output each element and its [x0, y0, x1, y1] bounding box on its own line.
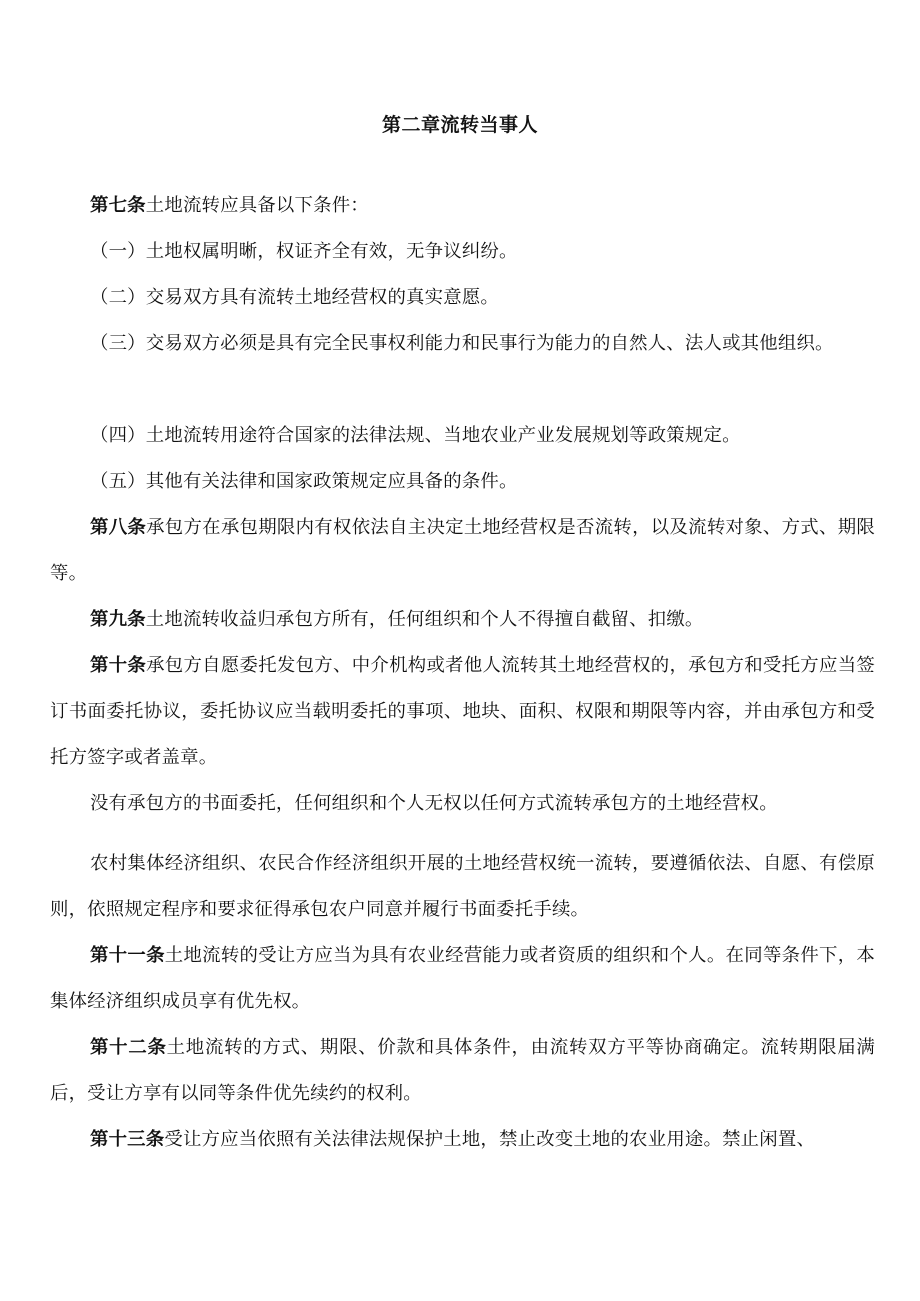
article-label: 第十条: [90, 655, 147, 676]
article-text: 承包方在承包期限内有权依法自主决定土地经营权是否流转，以及流转对象、方式、期限等。: [50, 517, 875, 584]
condition-3-paragraph: [50, 321, 875, 367]
condition-4-paragraph: [50, 413, 875, 459]
article-label: 第七条: [90, 195, 146, 216]
article-9-paragraph: [50, 597, 875, 643]
condition-text: （四）土地流转用途符合国家的法律法规、当地农业产业发展规划等政策规定。: [90, 425, 741, 446]
condition-1-paragraph: [50, 229, 875, 275]
article-11-paragraph: [50, 933, 875, 1025]
article-text: 承包方自愿委托发包方、中介机构或者他人流转其土地经营权的，承包方和受托方应当签订书面委托协议，委托协议应当载明委托的事项、地块、面积、权限和期限等内容，并由承包方和受托方签字或者盖章。: [50, 655, 875, 768]
condition-5-paragraph: [50, 459, 875, 505]
article-10-collective-paragraph: [50, 841, 875, 933]
article-7-paragraph: [50, 183, 875, 229]
condition-text: （二）交易双方具有流转土地经营权的真实意愿。: [90, 287, 499, 308]
condition-2-paragraph: [50, 275, 875, 321]
article-text: 农村集体经济组织、农民合作经济组织开展的土地经营权统一流转，要遵循依法、自愿、有偿原则，依照规定程序和要求征得承包农户同意并履行书面委托手续。: [50, 853, 875, 920]
article-12-paragraph: [50, 1025, 875, 1117]
condition-text: （五）其他有关法律和国家政策规定应具备的条件。: [90, 471, 518, 492]
article-text: 土地流转的受让方应当为具有农业经营能力或者资质的组织和个人。在同等条件下，本集体经济组织成员享有优先权。: [50, 945, 875, 1012]
article-13-paragraph: [50, 1117, 875, 1163]
article-label: 第十三条: [90, 1129, 165, 1150]
article-label: 第九条: [90, 609, 146, 630]
article-text: 没有承包方的书面委托，任何组织和个人无权以任何方式流转承包方的土地经营权。: [90, 793, 778, 814]
article-label: 第八条: [90, 517, 147, 538]
article-text: 受让方应当依照有关法律法规保护土地，禁止改变土地的农业用途。禁止闲置、: [164, 1129, 816, 1150]
condition-text: （三）交易双方必须是具有完全民事权利能力和民事行为能力的自然人、法人或其他组织。: [90, 333, 834, 354]
article-label: 第十二条: [90, 1037, 167, 1058]
article-10-supplement-paragraph: [50, 781, 875, 827]
article-text: 土地流转的方式、期限、价款和具体条件，由流转双方平等协商确定。流转期限届满后，受让方享有以同等条件优先续约的权利。: [50, 1037, 875, 1104]
article-10-paragraph: [50, 643, 875, 781]
article-label: 第十一条: [90, 945, 165, 966]
article-text: 土地流转应具备以下条件：: [145, 195, 369, 216]
article-8-paragraph: [50, 505, 875, 597]
condition-text: （一）土地权属明晰，权证齐全有效，无争议纠纷。: [90, 241, 518, 262]
chapter-title: 第二章流转当事人: [381, 114, 538, 136]
article-text: 土地流转收益归承包方所有，任何组织和个人不得擅自截留、扣缴。: [145, 609, 704, 630]
